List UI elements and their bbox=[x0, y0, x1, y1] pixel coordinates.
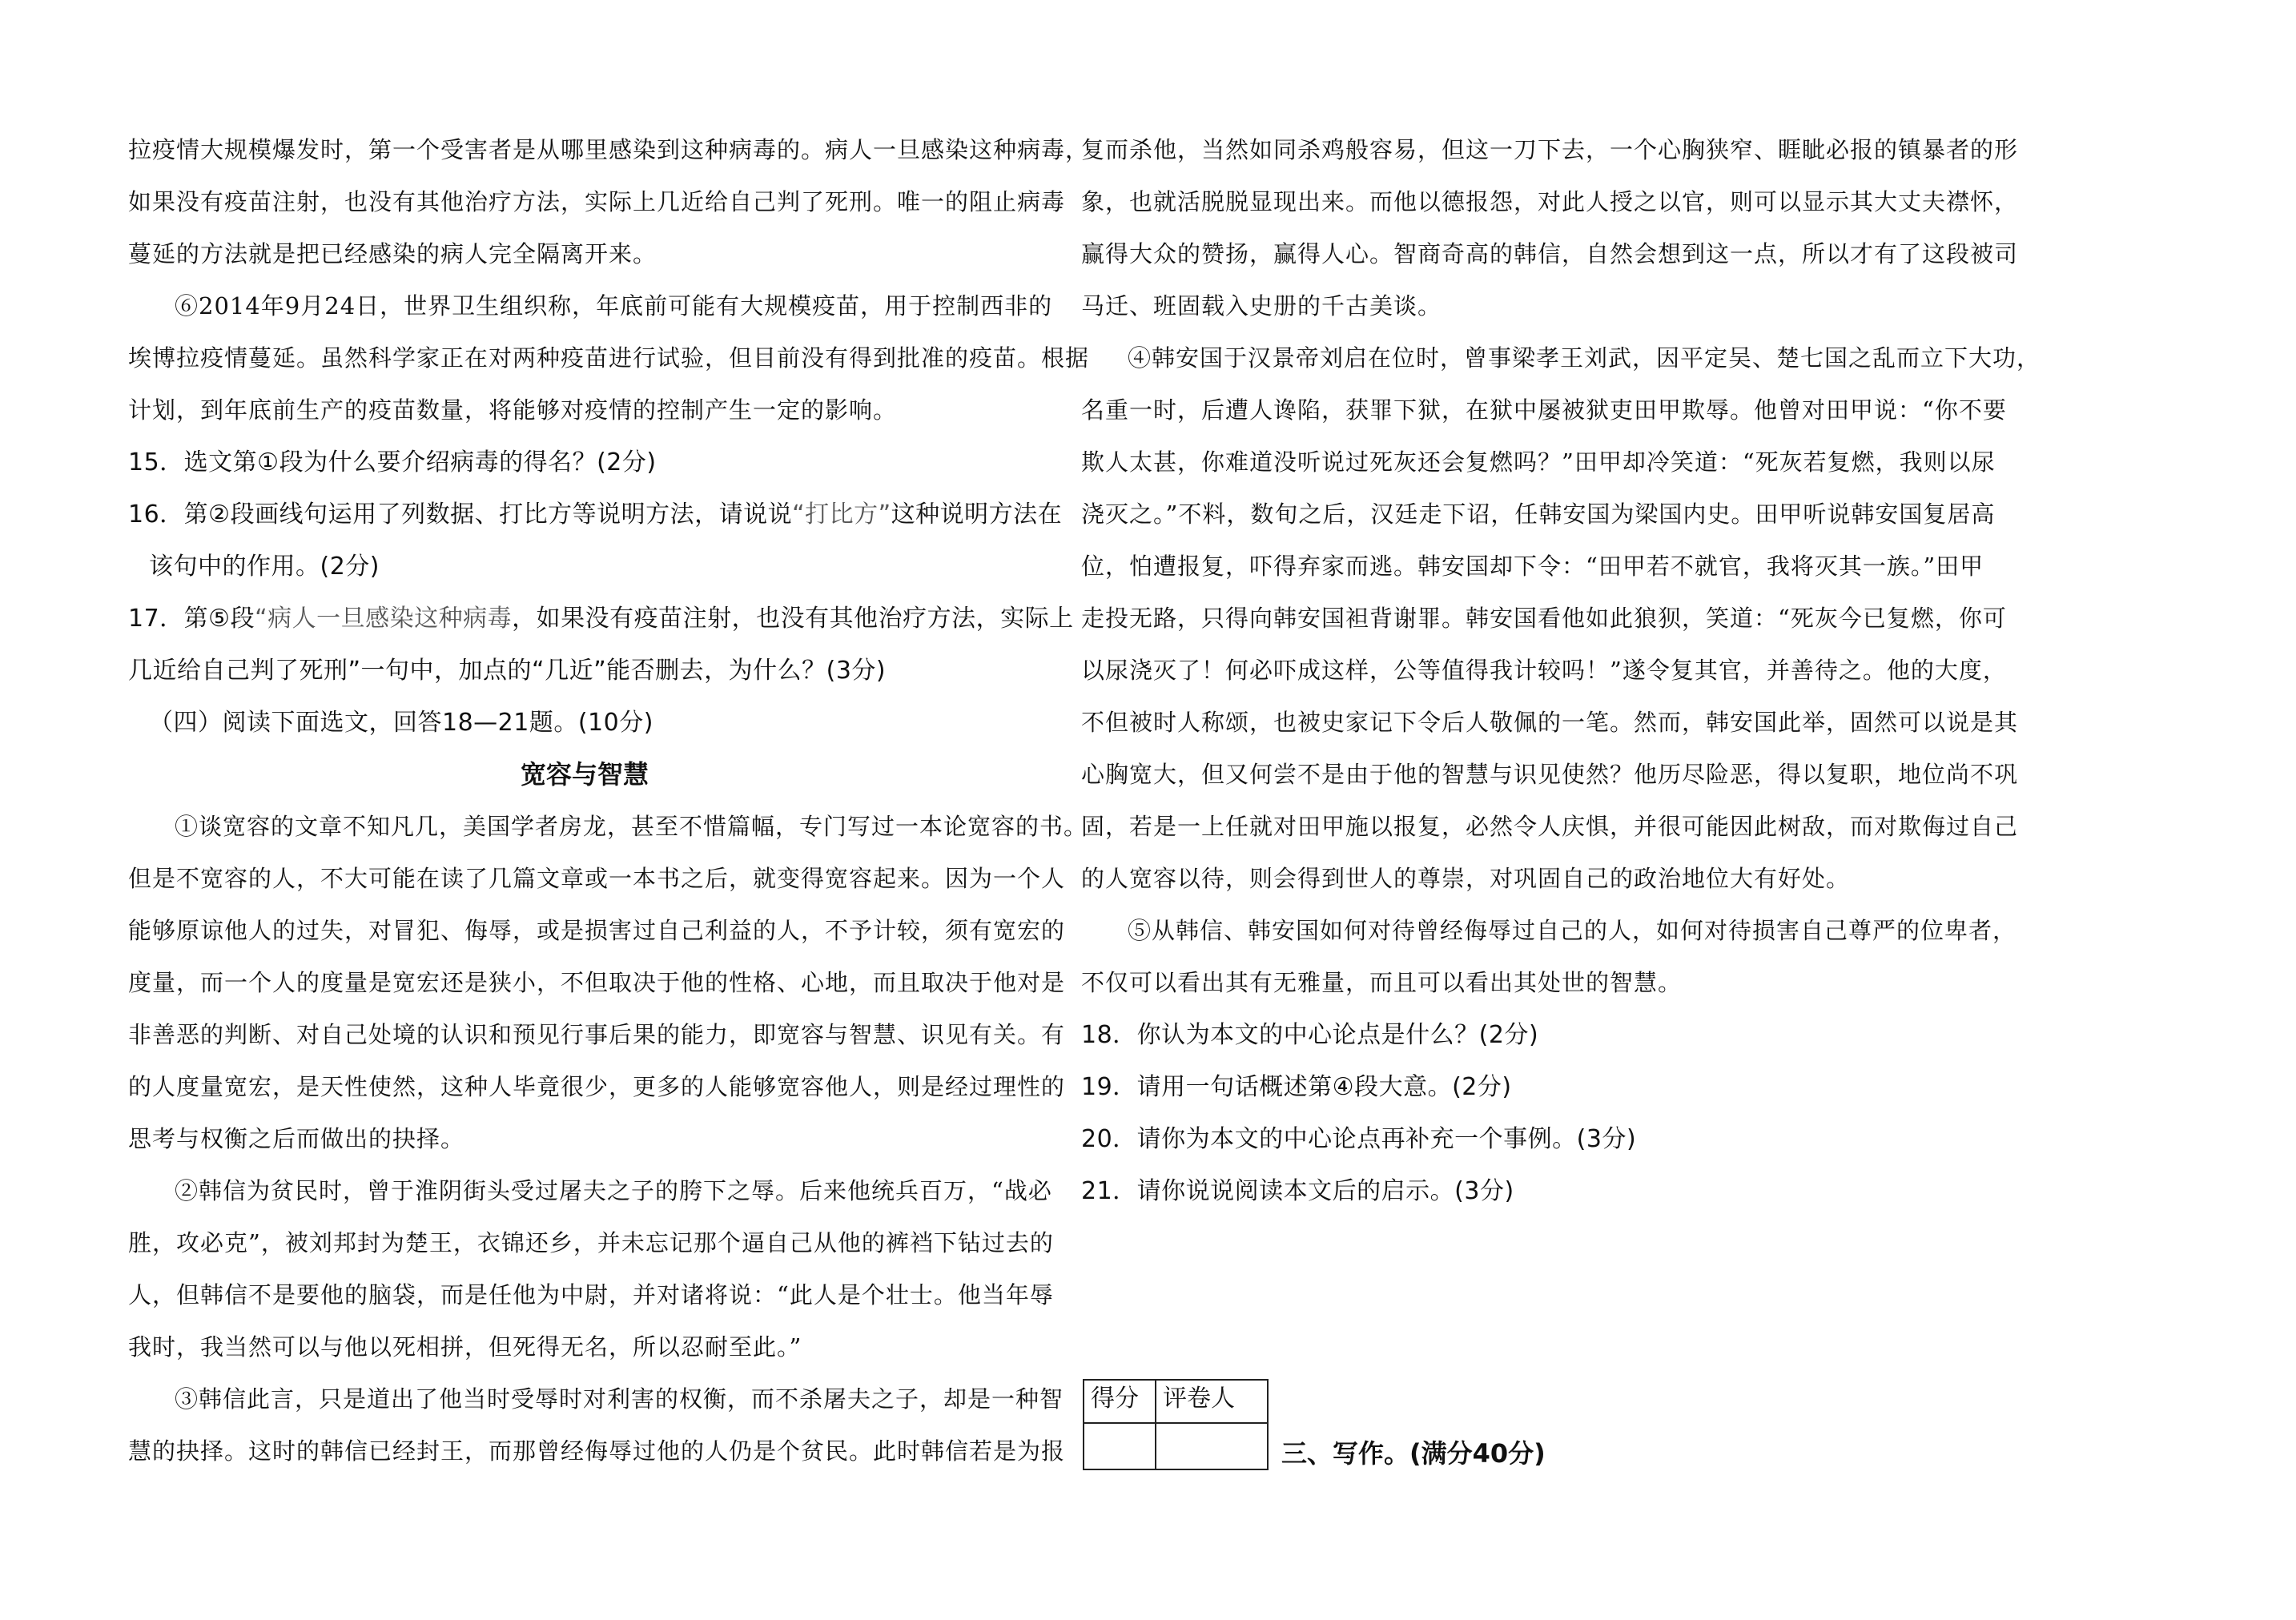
writing-section-title: 三、写作。(满分40分) bbox=[1281, 1438, 1546, 1469]
paragraph-4-line: ④韩安国于汉景帝刘启在位时，曾事梁孝王刘武，因平定吴、楚七国之乱而立下大功， bbox=[1128, 344, 2041, 372]
right-column bbox=[1081, 124, 2041, 1217]
question-19: 19．请用一句话概述第④段大意。(2分) bbox=[1081, 1073, 1512, 1101]
paragraph-1-line: 能够原谅他人的过失，对冒犯、侮辱，或是损害过自己利益的人，不予计较，须有宽宏的 bbox=[128, 917, 1066, 944]
paragraph-1-line: ①谈宽容的文章不知凡几，美国学者房龙，甚至不惜篇幅，专门写过一本论宽容的书。 bbox=[175, 813, 1088, 840]
grader-header: 评卷人 bbox=[1156, 1380, 1268, 1423]
grader-cell[interactable] bbox=[1156, 1423, 1268, 1469]
question-18: 18．你认为本文的中心论点是什么？(2分) bbox=[1081, 1021, 1539, 1049]
question-17-text: 17．第⑤段 bbox=[128, 605, 255, 633]
question-15: 15．选文第①段为什么要介绍病毒的得名？(2分) bbox=[128, 448, 657, 476]
paragraph-4-line: 走投无路，只得向韩安国袒背谢罪。韩安国看他如此狼狈，笑道：“死灰今已复燃，你可 bbox=[1081, 605, 2007, 632]
paragraph-3-line: ③韩信此言，只是道出了他当时受辱时对利害的权衡，而不杀屠夫之子，却是一种智 bbox=[175, 1385, 1064, 1413]
paragraph-4-line: 心胸宽大，但又何尝不是由于他的智慧与识见使然？他历尽险恶，得以复职，地位尚不巩 bbox=[1081, 761, 2019, 788]
question-17 bbox=[128, 593, 1074, 645]
question-20: 20．请你为本文的中心论点再补充一个事例。(3分) bbox=[1081, 1125, 1637, 1153]
question-16-continued: 该句中的作用。(2分) bbox=[149, 553, 380, 581]
paragraph-1-line: 但是不宽容的人，不大可能在读了几篇文章或一本书之后，就变得宽容起来。因为一个人 bbox=[128, 865, 1066, 892]
paragraph-3-line: 慧的抉择。这时的韩信已经封王，而那曾经侮辱过他的人仍是个贫民。此时韩信若是为报 bbox=[128, 1437, 1066, 1465]
question-17-quote: “病人一旦感染这种病毒 bbox=[255, 605, 513, 633]
question-21: 21．请你说说阅读本文后的启示。(3分) bbox=[1081, 1177, 1514, 1205]
text-line: 蔓延的方法就是把已经感染的病人完全隔离开来。 bbox=[128, 240, 657, 267]
paragraph-1-line: 度量，而一个人的度量是宽宏还是狭小，不但取决于他的性格、心地，而且取决于他对是 bbox=[128, 969, 1066, 996]
paragraph-4-line: 的人宽容以待，则会得到世人的尊崇，对巩固自己的政治地位大有好处。 bbox=[1081, 865, 1851, 892]
question-16-text-b: 这种说明方法在 bbox=[891, 500, 1063, 529]
paragraph-3-line: 复而杀他，当然如同杀鸡般容易，但这一刀下去，一个心胸狭窄、睚眦必报的镇暴者的形 bbox=[1081, 136, 2019, 163]
essay-title: 宽容与智慧 bbox=[520, 759, 649, 790]
question-16-quote: “打比方” bbox=[792, 500, 891, 529]
paragraph-2-line: ②韩信为贫民时，曾于淮阴街头受过屠夫之子的胯下之辱。后来他统兵百万，“战必 bbox=[175, 1177, 1052, 1204]
paragraph-1-line: 思考与权衡之后而做出的抉择。 bbox=[128, 1125, 465, 1152]
section-4-heading: （四）阅读下面选文，回答18—21题。(10分) bbox=[149, 709, 653, 737]
score-cell[interactable] bbox=[1084, 1423, 1156, 1469]
paragraph-2-line: 胜，攻必克”，被刘邦封为楚王，衣锦还乡，并未忘记那个逼自己从他的裤裆下钻过去的 bbox=[128, 1229, 1054, 1256]
paragraph-3-line: 马迁、班固载入史册的千古美谈。 bbox=[1081, 292, 1442, 320]
text-line: 如果没有疫苗注射，也没有其他治疗方法，实际上几近给自己判了死刑。唯一的阻止病毒 bbox=[128, 188, 1066, 215]
paragraph-4-line: 欺人太甚，你难道没听说过死灰还会复燃吗？”田甲却冷笑道：“死灰若复燃，我则以尿 bbox=[1081, 448, 1996, 476]
paragraph-2-line: 我时，我当然可以与他以死相拼，但死得无名，所以忍耐至此。” bbox=[128, 1333, 802, 1361]
score-header: 得分 bbox=[1084, 1380, 1156, 1423]
paragraph-4-line: 以尿浇灭了！何必吓成这样，公等值得我计较吗！”遂令复其官，并善待之。他的大度， bbox=[1081, 657, 2007, 684]
paragraph-6-line: 埃博拉疫情蔓延。虽然科学家正在对两种疫苗进行试验，但目前没有得到批准的疫苗。根据 bbox=[128, 344, 1090, 372]
paragraph-1-line: 非善恶的判断、对自己处境的认识和预见行事后果的能力，即宽容与智慧、识见有关。有 bbox=[128, 1021, 1066, 1048]
paragraph-6-line: ⑥2014年9月24日，世界卫生组织称，年底前可能有大规模疫苗，用于控制西非的 bbox=[175, 292, 1053, 320]
question-17-text-b: ，如果没有疫苗注射，也没有其他治疗方法，实际上 bbox=[512, 605, 1074, 633]
paragraph-6-line: 计划，到年底前生产的疫苗数量，将能够对疫情的控制产生一定的影响。 bbox=[128, 396, 898, 424]
paragraph-5-line: ⑤从韩信、韩安国如何对待曾经侮辱过自己的人，如何对待损害自己尊严的位卑者， bbox=[1128, 917, 2017, 944]
paragraph-5-line: 不仅可以看出其有无雅量，而且可以看出其处世的智慧。 bbox=[1081, 969, 1683, 996]
paragraph-3-line: 赢得大众的赞扬，赢得人心。智商奇高的韩信，自然会想到这一点，所以才有了这段被司 bbox=[1081, 240, 2019, 267]
paragraph-3-line: 象，也就活脱脱显现出来。而他以德报怨，对此人授之以官，则可以显示其大丈夫襟怀， bbox=[1081, 188, 2019, 215]
question-16-text: 16．第②段画线句运用了列数据、打比方等说明方法，请说说 bbox=[128, 500, 793, 529]
question-16 bbox=[128, 488, 1063, 541]
text-line: 拉疫情大规模爆发时，第一个受害者是从哪里感染到这种病毒的。病人一旦感染这种病毒， bbox=[128, 136, 1090, 163]
paragraph-4-line: 名重一时，后遭人谗陷，获罪下狱，在狱中屡被狱吏田甲欺辱。他曾对田甲说：“你不要 bbox=[1081, 396, 2007, 424]
left-column bbox=[128, 124, 1090, 1477]
question-17-continued: 几近给自己判了死刑”一句中，加点的“几近”能否删去，为什么？(3分) bbox=[128, 657, 887, 685]
paragraph-2-line: 人，但韩信不是要他的脑袋，而是任他为中尉，并对诸将说：“此人是个壮士。他当年辱 bbox=[128, 1281, 1054, 1308]
paragraph-1-line: 的人度量宽宏，是天性使然，这种人毕竟很少，更多的人能够宽容他人，则是经过理性的 bbox=[128, 1073, 1066, 1100]
paragraph-4-line: 固，若是一上任就对田甲施以报复，必然令人庆惧，并很可能因此树敌，而对欺侮过自己 bbox=[1081, 813, 2019, 840]
paragraph-4-line: 浇灭之。”不料，数旬之后，汉廷走下诏，任韩安国为梁国内史。田甲听说韩安国复居高 bbox=[1081, 500, 1996, 528]
paragraph-4-line: 位，怕遭报复，吓得弃家而逃。韩安国却下令：“田甲若不就官，我将灭其一族。”田甲 bbox=[1081, 553, 1984, 580]
paragraph-4-line: 不但被时人称颂，也被史家记下令后人敬佩的一笔。然而，韩安国此举，固然可以说是其 bbox=[1081, 709, 2019, 736]
score-table bbox=[1083, 1379, 1269, 1470]
